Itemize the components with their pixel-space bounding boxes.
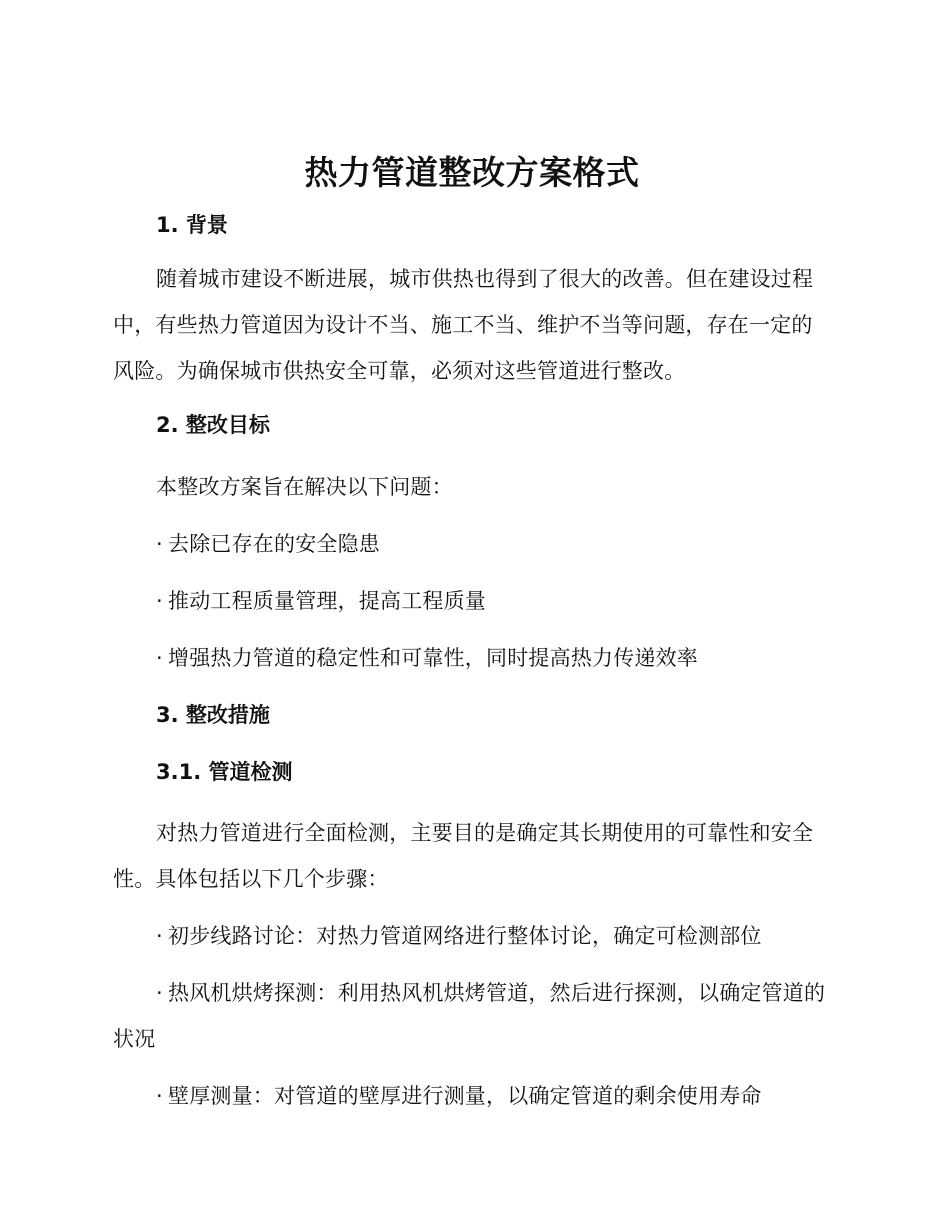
- inspection-bullet: [113, 913, 831, 959]
- section-heading-goals: 2. 整改目标: [156, 413, 270, 437]
- document-page: [113, 150, 831, 1119]
- goals-intro: 本整改方案旨在解决以下问题：: [156, 475, 453, 499]
- inspection-bullet-text: 壁厚测量：对管道的壁厚进行测量，以确定管道的剩余使用寿命: [168, 1084, 762, 1108]
- section-heading-background: 1. 背景: [156, 213, 228, 237]
- goals-bullet-text: 增强热力管道的稳定性和可靠性，同时提高热力传递效率: [168, 646, 698, 670]
- goals-bullet-text: 推动工程质量管理，提高工程质量: [168, 589, 486, 613]
- bullet-dot-icon: ·: [156, 532, 163, 556]
- goals-bullet-text: 去除已存在的安全隐患: [168, 532, 380, 556]
- bullet-dot-icon: ·: [156, 981, 163, 1005]
- inspection-bullet-text: 初步线路讨论：对热力管道网络进行整体讨论，确定可检测部位: [168, 924, 762, 948]
- inspection-paragraph: 对热力管道进行全面检测，主要目的是确定其长期使用的可靠性和安全性。具体包括以下几个步骤：: [113, 821, 814, 891]
- background-paragraph: 随着城市建设不断进展，城市供热也得到了很大的改善。但在建设过程中，有些热力管道因为设计不当、施工不当、维护不当等问题，存在一定的风险。为确保城市供热安全可靠，必须对这些管道进行整改。: [113, 267, 814, 383]
- bullet-dot-icon: ·: [156, 1084, 163, 1108]
- goals-bullet: [113, 578, 831, 624]
- goals-bullet: [113, 635, 831, 681]
- section-heading-measures: 3. 整改措施: [156, 703, 270, 727]
- bullet-dot-icon: ·: [156, 589, 163, 613]
- subsection-heading-pipeline-inspection: 3.1. 管道检测: [156, 760, 293, 784]
- goals-bullet: [113, 521, 831, 567]
- bullet-dot-icon: ·: [156, 646, 163, 670]
- inspection-bullet: [113, 1073, 831, 1119]
- inspection-bullet-text: 热风机烘烤探测：利用热风机烘烤管道，然后进行探测，以确定管道的状况: [113, 981, 826, 1051]
- inspection-bullet: [113, 970, 831, 1062]
- bullet-dot-icon: ·: [156, 924, 163, 948]
- document-title: 热力管道整改方案格式: [304, 153, 640, 192]
